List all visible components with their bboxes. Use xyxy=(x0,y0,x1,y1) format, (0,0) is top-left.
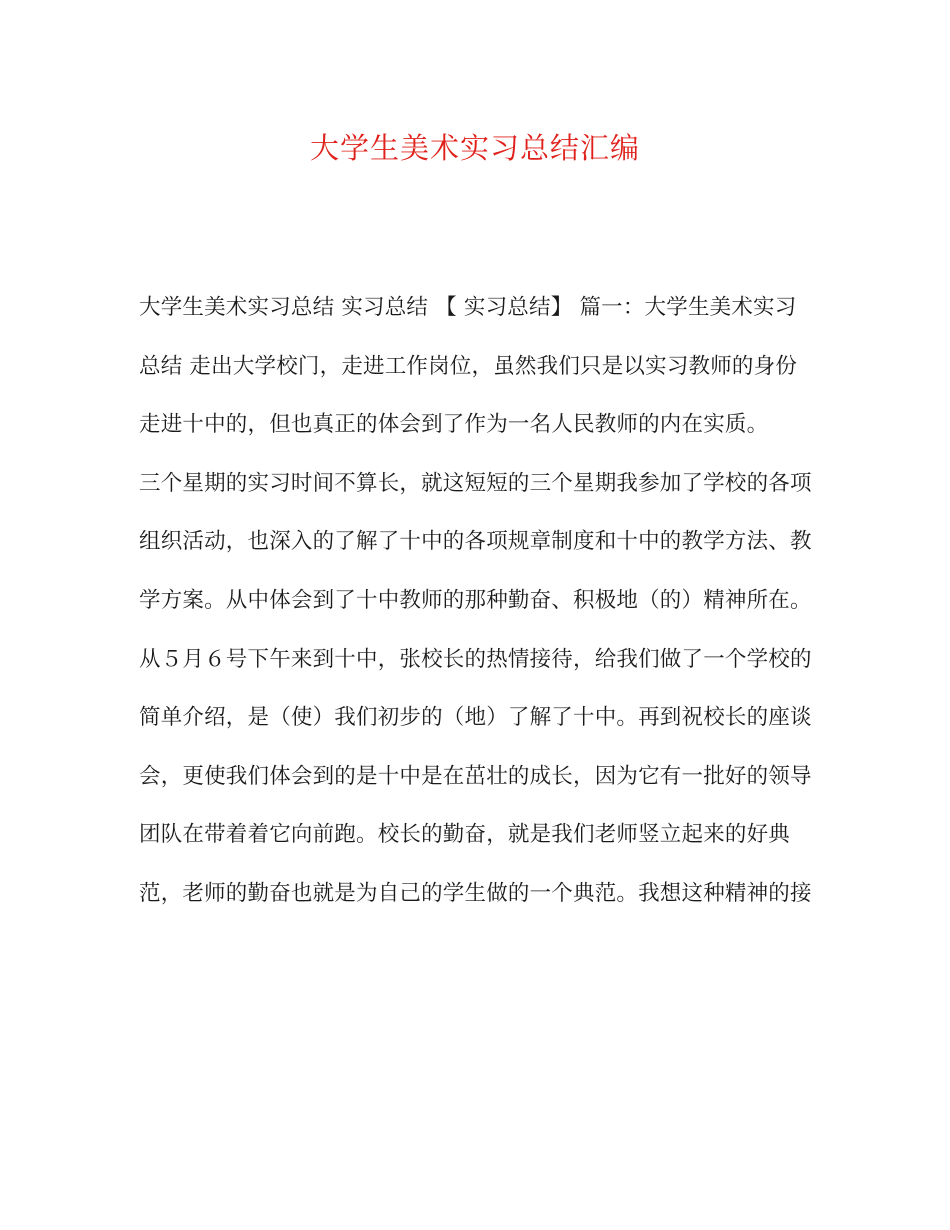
body-line: 走进十中的，但也真正的体会到了作为一名人民教师的内在实质。 xyxy=(139,412,769,438)
body-line: 范，老师的勤奋也就是为自己的学生做的一个典范。我想这种精神的接 xyxy=(139,880,812,906)
body-line: 从５月６号下午来到十中，张校长的热情接待，给我们做了一个学校的 xyxy=(139,646,812,672)
document-title: 大学生美术实习总结汇编 xyxy=(309,131,640,165)
body-line: 总结 走出大学校门，走进工作岗位，虽然我们只是以实习教师的身份 xyxy=(139,353,798,379)
body-line: 团队在带着着它向前跑。校长的勤奋，就是我们老师竖立起来的好典 xyxy=(139,822,791,848)
body-line: 大学生美术实习总结 实习总结 【 实习总结】 篇一：大学生美术实习 xyxy=(139,295,797,320)
body-line: 三个星期的实习时间不算长，就这短短的三个星期我参加了学校的各项 xyxy=(139,470,812,496)
body-line: 简单介绍，是（使）我们初步的（地）了解了十中。再到祝校长的座谈 xyxy=(139,705,812,731)
body-line: 组织活动，也深入的了解了十中的各项规章制度和十中的教学方法、教 xyxy=(139,529,812,555)
document-body xyxy=(139,289,819,934)
body-line: 会，更使我们体会到的是十中是在茁壮的成长，因为它有一批好的领导 xyxy=(139,763,812,789)
body-line: 学方案。从中体会到了十中教师的那种勤奋、积极地（的）精神所在。 xyxy=(139,587,812,613)
